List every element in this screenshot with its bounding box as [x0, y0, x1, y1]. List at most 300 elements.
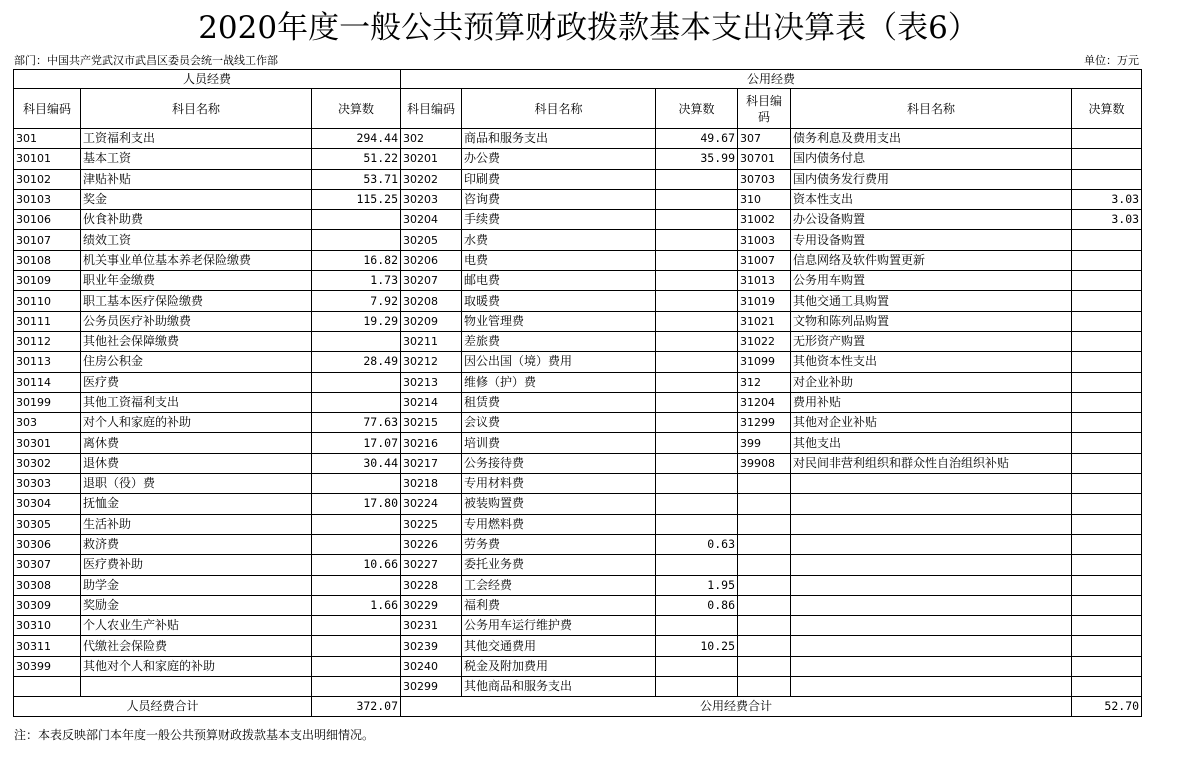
name-cell: 机关事业单位基本养老保险缴费: [81, 250, 312, 270]
name-cell: 伙食补助费: [81, 210, 312, 230]
table-row: [14, 352, 1142, 372]
personnel-total-label: 人员经费合计: [14, 697, 312, 717]
code-cell: 30102: [14, 169, 81, 189]
name-cell: 公务用车运行维护费: [462, 616, 656, 636]
amount-cell: 0.86: [656, 595, 738, 615]
code-cell: 30112: [14, 331, 81, 351]
code-cell: 30199: [14, 392, 81, 412]
name-cell: [791, 636, 1072, 656]
amount-cell: [312, 656, 401, 676]
name-cell: 国内债务付息: [791, 149, 1072, 169]
name-cell: 其他资本性支出: [791, 352, 1072, 372]
amount-cell: [312, 474, 401, 494]
amount-cell: [1072, 595, 1142, 615]
name-cell: 文物和陈列品购置: [791, 311, 1072, 331]
code-cell: 30110: [14, 291, 81, 311]
amount-cell: [1072, 372, 1142, 392]
name-cell: [791, 514, 1072, 534]
code-cell: 30204: [401, 210, 462, 230]
table-row: [14, 595, 1142, 615]
name-cell: 信息网络及软件购置更新: [791, 250, 1072, 270]
code-cell: 30209: [401, 311, 462, 331]
table-row: [14, 331, 1142, 351]
code-cell: 30108: [14, 250, 81, 270]
amount-cell: [312, 331, 401, 351]
amount-cell: 77.63: [312, 413, 401, 433]
table-row: [14, 392, 1142, 412]
name-cell: [791, 494, 1072, 514]
code-cell: 30231: [401, 616, 462, 636]
code-cell: 30107: [14, 230, 81, 250]
section-personnel: 人员经费: [14, 70, 401, 89]
amount-cell: [1072, 129, 1142, 149]
table-row: [14, 677, 1142, 697]
name-cell: 住房公积金: [81, 352, 312, 372]
code-cell: 30111: [14, 311, 81, 331]
code-cell: 30206: [401, 250, 462, 270]
code-cell: [738, 514, 791, 534]
name-cell: 债务利息及费用支出: [791, 129, 1072, 149]
header-name: 科目名称: [791, 89, 1072, 129]
code-cell: [14, 677, 81, 697]
amount-cell: [1072, 271, 1142, 291]
code-cell: 30308: [14, 575, 81, 595]
amount-cell: [656, 352, 738, 372]
name-cell: 咨询费: [462, 189, 656, 209]
amount-cell: [656, 372, 738, 392]
section-public: 公用经费: [401, 70, 1142, 89]
amount-cell: 115.25: [312, 189, 401, 209]
amount-cell: [312, 534, 401, 554]
code-cell: 30201: [401, 149, 462, 169]
name-cell: 奖励金: [81, 595, 312, 615]
amount-cell: [1072, 494, 1142, 514]
code-cell: 30212: [401, 352, 462, 372]
amount-cell: [656, 331, 738, 351]
amount-cell: [312, 616, 401, 636]
code-cell: [738, 575, 791, 595]
code-cell: 30202: [401, 169, 462, 189]
amount-cell: [1072, 230, 1142, 250]
code-cell: 303: [14, 413, 81, 433]
code-cell: 307: [738, 129, 791, 149]
amount-cell: [1072, 352, 1142, 372]
amount-cell: 19.29: [312, 311, 401, 331]
code-cell: 30205: [401, 230, 462, 250]
code-cell: 30101: [14, 149, 81, 169]
amount-cell: [656, 250, 738, 270]
code-cell: 30227: [401, 555, 462, 575]
amount-cell: [656, 433, 738, 453]
name-cell: 办公费: [462, 149, 656, 169]
name-cell: 电费: [462, 250, 656, 270]
table-row: [14, 189, 1142, 209]
amount-cell: [656, 616, 738, 636]
amount-cell: [656, 169, 738, 189]
amount-cell: [656, 494, 738, 514]
code-cell: 31007: [738, 250, 791, 270]
amount-cell: [1072, 616, 1142, 636]
name-cell: 工会经费: [462, 575, 656, 595]
table-row: [14, 129, 1142, 149]
code-cell: 30701: [738, 149, 791, 169]
totals-row: [14, 697, 1142, 717]
amount-cell: [1072, 413, 1142, 433]
table-row: [14, 169, 1142, 189]
amount-cell: [1072, 636, 1142, 656]
code-cell: 30302: [14, 453, 81, 473]
table-row: [14, 413, 1142, 433]
name-cell: 公务接待费: [462, 453, 656, 473]
code-cell: 312: [738, 372, 791, 392]
amount-cell: [656, 189, 738, 209]
code-cell: 30216: [401, 433, 462, 453]
code-cell: 39908: [738, 453, 791, 473]
code-cell: 30109: [14, 271, 81, 291]
amount-cell: 49.67: [656, 129, 738, 149]
name-cell: 维修（护）费: [462, 372, 656, 392]
code-cell: [738, 534, 791, 554]
amount-cell: [312, 210, 401, 230]
amount-cell: [312, 575, 401, 595]
table-row: [14, 210, 1142, 230]
table-row: [14, 494, 1142, 514]
name-cell: 印刷费: [462, 169, 656, 189]
amount-cell: [656, 413, 738, 433]
table-row: [14, 656, 1142, 676]
amount-cell: 1.95: [656, 575, 738, 595]
amount-cell: 10.25: [656, 636, 738, 656]
name-cell: 办公设备购置: [791, 210, 1072, 230]
name-cell: 因公出国（境）费用: [462, 352, 656, 372]
amount-cell: [1072, 656, 1142, 676]
name-cell: 基本工资: [81, 149, 312, 169]
code-cell: 30310: [14, 616, 81, 636]
code-cell: 30207: [401, 271, 462, 291]
code-cell: [738, 555, 791, 575]
code-cell: 30218: [401, 474, 462, 494]
code-cell: 30240: [401, 656, 462, 676]
name-cell: 资本性支出: [791, 189, 1072, 209]
name-cell: 劳务费: [462, 534, 656, 554]
header-name: 科目名称: [462, 89, 656, 129]
amount-cell: [1072, 534, 1142, 554]
amount-cell: [312, 372, 401, 392]
table-row: [14, 250, 1142, 270]
amount-cell: [1072, 392, 1142, 412]
amount-cell: [656, 311, 738, 331]
amount-cell: 3.03: [1072, 210, 1142, 230]
code-cell: 31019: [738, 291, 791, 311]
amount-cell: 0.63: [656, 534, 738, 554]
amount-cell: [1072, 149, 1142, 169]
name-cell: 医疗费补助: [81, 555, 312, 575]
amount-cell: [1072, 555, 1142, 575]
header-amount: 决算数: [312, 89, 401, 129]
name-cell: 其他商品和服务支出: [462, 677, 656, 697]
amount-cell: 17.80: [312, 494, 401, 514]
name-cell: 其他交通费用: [462, 636, 656, 656]
code-cell: 30703: [738, 169, 791, 189]
code-cell: 31021: [738, 311, 791, 331]
name-cell: 取暖费: [462, 291, 656, 311]
amount-cell: [1072, 677, 1142, 697]
code-cell: 31099: [738, 352, 791, 372]
amount-cell: [1072, 311, 1142, 331]
name-cell: 绩效工资: [81, 230, 312, 250]
name-cell: 其他工资福利支出: [81, 392, 312, 412]
name-cell: 职工基本医疗保险缴费: [81, 291, 312, 311]
code-cell: 30208: [401, 291, 462, 311]
name-cell: 专用燃料费: [462, 514, 656, 534]
amount-cell: [656, 271, 738, 291]
report-title: 2020年度一般公共预算财政拨款基本支出决算表（表6）: [198, 10, 979, 46]
header-code: 科目编码: [14, 89, 81, 129]
name-cell: 专用材料费: [462, 474, 656, 494]
name-cell: [791, 534, 1072, 554]
code-cell: 302: [401, 129, 462, 149]
name-cell: 其他对个人和家庭的补助: [81, 656, 312, 676]
name-cell: 代缴社会保险费: [81, 636, 312, 656]
name-cell: 专用设备购置: [791, 230, 1072, 250]
amount-cell: [656, 555, 738, 575]
code-cell: 31002: [738, 210, 791, 230]
name-cell: 离休费: [81, 433, 312, 453]
code-cell: 30211: [401, 331, 462, 351]
name-cell: 职业年金缴费: [81, 271, 312, 291]
table-row: [14, 271, 1142, 291]
code-cell: 30299: [401, 677, 462, 697]
amount-cell: 10.66: [312, 555, 401, 575]
amount-cell: [1072, 575, 1142, 595]
name-cell: 培训费: [462, 433, 656, 453]
unit-label: 单位：万元: [1084, 54, 1139, 67]
amount-cell: [656, 210, 738, 230]
name-cell: 会议费: [462, 413, 656, 433]
code-cell: 30301: [14, 433, 81, 453]
table-row: [14, 514, 1142, 534]
code-cell: 30226: [401, 534, 462, 554]
name-cell: [791, 656, 1072, 676]
public-total-label: 公用经费合计: [401, 697, 1072, 717]
table-row: [14, 555, 1142, 575]
footnote: 注：本表反映部门本年度一般公共预算财政拨款基本支出明细情况。: [14, 728, 375, 742]
name-cell: 税金及附加费用: [462, 656, 656, 676]
amount-cell: [656, 291, 738, 311]
name-cell: 津贴补贴: [81, 169, 312, 189]
code-cell: 301: [14, 129, 81, 149]
amount-cell: 7.92: [312, 291, 401, 311]
amount-cell: [1072, 474, 1142, 494]
code-cell: [738, 677, 791, 697]
code-cell: [738, 494, 791, 514]
header-name: 科目名称: [81, 89, 312, 129]
code-cell: 30213: [401, 372, 462, 392]
name-cell: 退职（役）费: [81, 474, 312, 494]
name-cell: 公务用车购置: [791, 271, 1072, 291]
amount-cell: [1072, 514, 1142, 534]
code-cell: 30106: [14, 210, 81, 230]
code-cell: 31022: [738, 331, 791, 351]
amount-cell: 51.22: [312, 149, 401, 169]
amount-cell: [312, 677, 401, 697]
code-cell: 30229: [401, 595, 462, 615]
amount-cell: [312, 636, 401, 656]
amount-cell: [656, 656, 738, 676]
amount-cell: 35.99: [656, 149, 738, 169]
code-cell: 30239: [401, 636, 462, 656]
name-cell: [791, 677, 1072, 697]
name-cell: 其他对企业补贴: [791, 413, 1072, 433]
name-cell: 对民间非营利组织和群众性自治组织补贴: [791, 453, 1072, 473]
table-row: [14, 636, 1142, 656]
header-amount: 决算数: [1072, 89, 1142, 129]
name-cell: 对个人和家庭的补助: [81, 413, 312, 433]
name-cell: 租赁费: [462, 392, 656, 412]
name-cell: 费用补贴: [791, 392, 1072, 412]
code-cell: 30309: [14, 595, 81, 615]
code-cell: [738, 616, 791, 636]
code-cell: 30304: [14, 494, 81, 514]
name-cell: 生活补助: [81, 514, 312, 534]
header-code: 科目编码: [401, 89, 462, 129]
code-cell: 30305: [14, 514, 81, 534]
amount-cell: [656, 392, 738, 412]
name-cell: [791, 595, 1072, 615]
amount-cell: 17.07: [312, 433, 401, 453]
name-cell: 水费: [462, 230, 656, 250]
table-row: [14, 534, 1142, 554]
table-row: [14, 616, 1142, 636]
code-cell: 30103: [14, 189, 81, 209]
name-cell: 助学金: [81, 575, 312, 595]
name-cell: 商品和服务支出: [462, 129, 656, 149]
code-cell: [738, 595, 791, 615]
code-cell: 31299: [738, 413, 791, 433]
code-cell: 310: [738, 189, 791, 209]
code-cell: 30114: [14, 372, 81, 392]
amount-cell: 16.82: [312, 250, 401, 270]
personnel-total-value: 372.07: [312, 697, 401, 717]
code-cell: 399: [738, 433, 791, 453]
code-cell: 31204: [738, 392, 791, 412]
amount-cell: [1072, 453, 1142, 473]
code-cell: 30225: [401, 514, 462, 534]
name-cell: [791, 474, 1072, 494]
table-row: [14, 230, 1142, 250]
name-cell: 无形资产购置: [791, 331, 1072, 351]
name-cell: 委托业务费: [462, 555, 656, 575]
code-cell: 30303: [14, 474, 81, 494]
code-cell: 30228: [401, 575, 462, 595]
code-cell: 30113: [14, 352, 81, 372]
name-cell: [81, 677, 312, 697]
name-cell: 医疗费: [81, 372, 312, 392]
table-row: [14, 311, 1142, 331]
name-cell: 其他社会保障缴费: [81, 331, 312, 351]
expenditure-table: [13, 69, 1142, 717]
public-total-value: 52.70: [1072, 697, 1142, 717]
table-row: [14, 372, 1142, 392]
code-cell: 30306: [14, 534, 81, 554]
amount-cell: 3.03: [1072, 189, 1142, 209]
name-cell: 工资福利支出: [81, 129, 312, 149]
name-cell: [791, 616, 1072, 636]
table-row: [14, 474, 1142, 494]
table-row: [14, 453, 1142, 473]
code-cell: 31013: [738, 271, 791, 291]
name-cell: 个人农业生产补贴: [81, 616, 312, 636]
name-cell: 物业管理费: [462, 311, 656, 331]
name-cell: 其他支出: [791, 433, 1072, 453]
amount-cell: 1.73: [312, 271, 401, 291]
amount-cell: [656, 453, 738, 473]
code-cell: 30217: [401, 453, 462, 473]
name-cell: 其他交通工具购置: [791, 291, 1072, 311]
table-row: [14, 149, 1142, 169]
name-cell: 差旅费: [462, 331, 656, 351]
name-cell: 国内债务发行费用: [791, 169, 1072, 189]
code-cell: [738, 656, 791, 676]
name-cell: 奖金: [81, 189, 312, 209]
name-cell: 福利费: [462, 595, 656, 615]
amount-cell: [656, 514, 738, 534]
table-row: [14, 433, 1142, 453]
name-cell: 邮电费: [462, 271, 656, 291]
name-cell: 退休费: [81, 453, 312, 473]
amount-cell: [1072, 331, 1142, 351]
amount-cell: [312, 392, 401, 412]
code-cell: [738, 636, 791, 656]
code-cell: 30311: [14, 636, 81, 656]
code-cell: 31003: [738, 230, 791, 250]
header-code: 科目编码: [738, 89, 791, 129]
amount-cell: 30.44: [312, 453, 401, 473]
amount-cell: [1072, 433, 1142, 453]
amount-cell: [1072, 169, 1142, 189]
name-cell: [791, 575, 1072, 595]
name-cell: 手续费: [462, 210, 656, 230]
code-cell: 30399: [14, 656, 81, 676]
code-cell: 30203: [401, 189, 462, 209]
amount-cell: [656, 230, 738, 250]
code-cell: 30215: [401, 413, 462, 433]
name-cell: 公务员医疗补助缴费: [81, 311, 312, 331]
header-amount: 决算数: [656, 89, 738, 129]
amount-cell: [312, 514, 401, 534]
department-label: 部门：中国共产党武汉市武昌区委员会统一战线工作部: [14, 54, 278, 67]
name-cell: [791, 555, 1072, 575]
name-cell: 被装购置费: [462, 494, 656, 514]
code-cell: [738, 474, 791, 494]
table-row: [14, 575, 1142, 595]
name-cell: 对企业补助: [791, 372, 1072, 392]
name-cell: 抚恤金: [81, 494, 312, 514]
name-cell: 救济费: [81, 534, 312, 554]
code-cell: 30214: [401, 392, 462, 412]
amount-cell: [312, 230, 401, 250]
amount-cell: 1.66: [312, 595, 401, 615]
amount-cell: 28.49: [312, 352, 401, 372]
amount-cell: [656, 474, 738, 494]
table-row: [14, 291, 1142, 311]
code-cell: 30307: [14, 555, 81, 575]
amount-cell: [656, 677, 738, 697]
amount-cell: 53.71: [312, 169, 401, 189]
amount-cell: [1072, 250, 1142, 270]
amount-cell: [1072, 291, 1142, 311]
amount-cell: 294.44: [312, 129, 401, 149]
